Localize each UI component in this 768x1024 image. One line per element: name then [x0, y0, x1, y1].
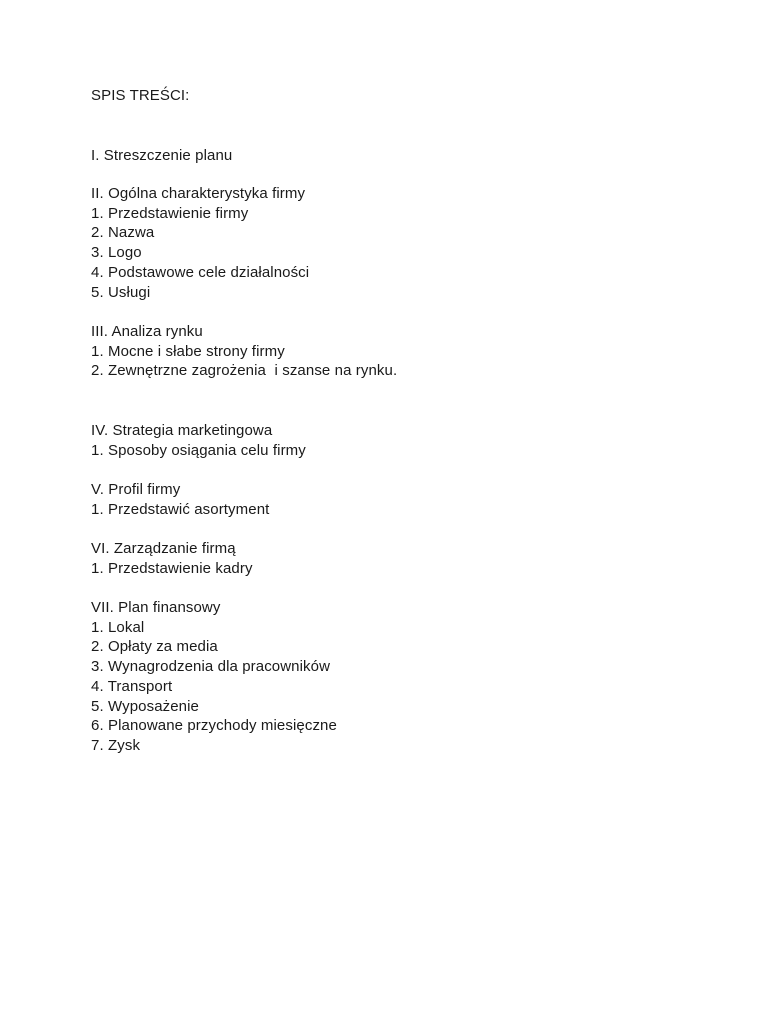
- section-item: 6. Planowane przychody miesięczne: [91, 717, 337, 735]
- toc-heading: SPIS TREŚCI:: [91, 87, 190, 104]
- section-item: 1. Przedstawić asortyment: [91, 500, 270, 518]
- section-item: 1. Przedstawienie kadry: [91, 559, 253, 577]
- section-item: 4. Transport: [91, 677, 173, 695]
- toc-section-5: [91, 480, 691, 519]
- section-item: 2. Zewnętrzne zagrożenia i szanse na rynku.: [91, 362, 398, 380]
- toc-section-7: [91, 598, 691, 756]
- section-title: III. Analiza rynku: [91, 323, 203, 340]
- section-item: 1. Lokal: [91, 618, 145, 636]
- section-title: VI. Zarządzanie firmą: [91, 540, 236, 557]
- section-title: IV. Strategia marketingowa: [91, 422, 273, 439]
- section-item: 5. Usługi: [91, 283, 151, 301]
- section-title: VII. Plan finansowy: [91, 599, 221, 616]
- toc-section-6: [91, 539, 691, 578]
- section-item: 1. Mocne i słabe strony firmy: [91, 342, 285, 360]
- toc-section-1: [91, 146, 691, 166]
- section-title: II. Ogólna charakterystyka firmy: [91, 185, 306, 202]
- section-title: I. Streszczenie planu: [91, 147, 233, 164]
- section-item: 2. Opłaty za media: [91, 638, 218, 656]
- section-title: V. Profil firmy: [91, 481, 181, 498]
- toc-section-2: [91, 184, 691, 302]
- section-item: 3. Wynagrodzenia dla pracowników: [91, 658, 331, 676]
- section-item: 2. Nazwa: [91, 224, 155, 242]
- section-item: 1. Sposoby osiągania celu firmy: [91, 441, 306, 459]
- section-item: 1. Przedstawienie firmy: [91, 204, 249, 222]
- toc-section-4: [91, 421, 691, 460]
- section-item: 4. Podstawowe cele działalności: [91, 263, 310, 281]
- section-item: 5. Wyposażenie: [91, 697, 199, 715]
- toc-section-3: [91, 322, 691, 381]
- section-item: 3. Logo: [91, 244, 142, 262]
- section-item: 7. Zysk: [91, 736, 141, 754]
